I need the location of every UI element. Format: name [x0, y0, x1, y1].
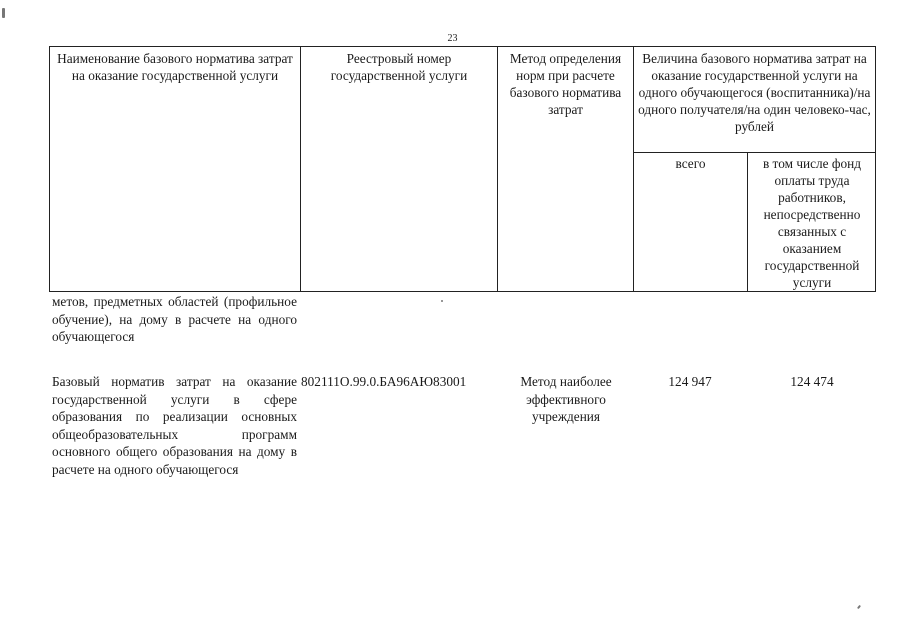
row-method: Метод наиболее эффективного учреждения	[520, 374, 612, 424]
header-norm-value: Величина базового норматива затрат на оказание государственной услуги на одного обучающегося (воспитанника)/на одного получателя/на один человеко-час, рублей	[638, 51, 871, 134]
table-header	[49, 46, 876, 292]
row-payroll: 124 474	[790, 374, 834, 389]
header-total: всего	[675, 156, 706, 171]
page-number: 23	[447, 33, 458, 44]
row-registry-number: 802111О.99.0.БА96АЮ83001	[301, 374, 467, 389]
header-payroll: в том числе фонд оплаты труда работников, непосредственно связанных с оказанием государственной услуги	[762, 156, 862, 290]
row-name: Базовый норматив затрат на оказание государственной услуги в сфере образования по реализации основных общеобразовательных программ основного общего образования на дому в расчете на одного обучающегося	[52, 374, 297, 477]
header-name: Наименование базового норматива затрат на оказание государственной услуги	[57, 51, 293, 83]
header-method: Метод определения норм при расчете базового норматива затрат	[509, 51, 622, 117]
scan-speck	[441, 300, 443, 302]
scan-speck	[857, 605, 861, 609]
scan-speck	[2, 8, 5, 18]
header-registry-number: Реестровый номер государственной услуги	[330, 51, 468, 83]
continuation-text: метов, предметных областей (профильное обучение), на дому в расчете на одного обучающегося	[52, 294, 297, 344]
row-total: 124 947	[668, 374, 712, 389]
